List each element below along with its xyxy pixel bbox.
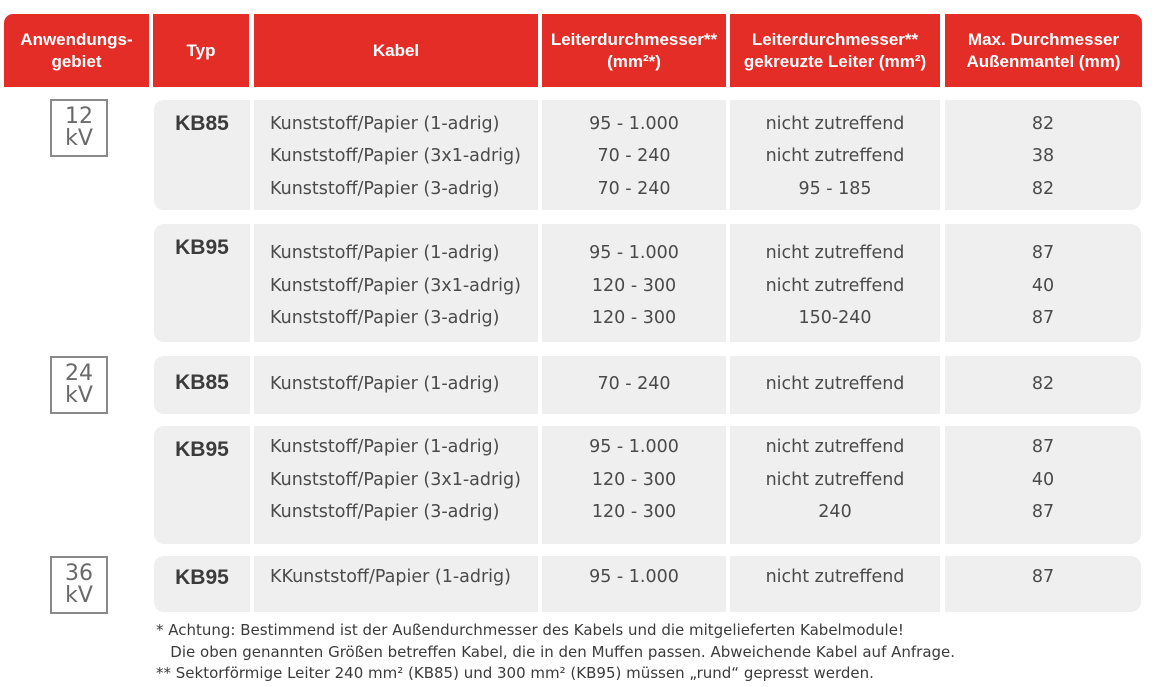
table-header <box>0 14 1156 87</box>
cell-leiterdurchmesser: 120 - 300 <box>591 502 677 522</box>
cell-gekreuzte-leiter: nicht zutreffend <box>765 276 905 296</box>
type-label: KB85 <box>175 371 229 394</box>
cell-leiterdurchmesser: 95 - 1.000 <box>589 243 679 263</box>
header-typ: Typ <box>153 14 249 87</box>
cell-gekreuzte-leiter: nicht zutreffend <box>765 437 905 457</box>
cell-leiterdurchmesser: 120 - 300 <box>591 276 677 296</box>
header-gekreuzte-leiter: Leiterdurchmesser** gekreuzte Leiter (mm²) <box>730 14 940 87</box>
cell-kabel: Kunststoff/Papier (3x1-adrig) <box>270 276 521 296</box>
cell-kabel: Kunststoff/Papier (1-adrig) <box>270 437 500 457</box>
cell-leiterdurchmesser: 95 - 1.000 <box>589 567 679 587</box>
cell-kabel: KKunststoff/Papier (1-adrig) <box>270 567 511 587</box>
cell-leiterdurchmesser: 95 - 1.000 <box>589 114 679 134</box>
header-leiterdurchmesser: Leiterdurchmesser** (mm²*) <box>542 14 726 87</box>
table-row <box>154 140 1141 172</box>
voltage-label-36kv <box>50 556 108 614</box>
footnotes <box>156 620 955 685</box>
voltage-unit: kV <box>65 583 93 608</box>
table-group <box>154 224 1141 342</box>
header-kabel: Kabel <box>254 14 538 87</box>
table-row <box>154 368 1141 400</box>
cell-kabel: Kunststoff/Papier (1-adrig) <box>270 374 500 394</box>
cell-gekreuzte-leiter: nicht zutreffend <box>765 243 905 263</box>
cell-max-durchmesser: 87 <box>1031 308 1055 328</box>
table-row <box>154 431 1141 463</box>
voltage-value: 36 <box>65 561 93 586</box>
table-row <box>154 561 1141 593</box>
cell-max-durchmesser: 38 <box>1031 146 1055 166</box>
cell-gekreuzte-leiter: nicht zutreffend <box>765 567 905 587</box>
cell-max-durchmesser: 87 <box>1031 437 1055 457</box>
type-label: KB85 <box>175 112 229 135</box>
cell-kabel: Kunststoff/Papier (1-adrig) <box>270 243 500 263</box>
voltage-value: 24 <box>65 361 93 386</box>
voltage-value: 12 <box>65 104 93 129</box>
cell-max-durchmesser: 87 <box>1031 502 1055 522</box>
type-label: KB95 <box>175 566 229 589</box>
footnote-1-continued: Die oben genannten Größen betreffen Kabel, die in den Muffen passen. Abweichende Kabel auf Anfrage. <box>156 642 956 661</box>
cell-max-durchmesser: 87 <box>1031 567 1055 587</box>
cell-max-durchmesser: 82 <box>1031 114 1055 134</box>
cell-leiterdurchmesser: 70 - 240 <box>597 374 671 394</box>
table-group <box>154 356 1141 414</box>
cell-gekreuzte-leiter: 150-240 <box>798 308 872 328</box>
type-label: KB95 <box>175 236 229 259</box>
cell-kabel: Kunststoff/Papier (3-adrig) <box>270 179 500 199</box>
voltage-unit: kV <box>65 126 93 151</box>
type-label: KB95 <box>175 438 229 461</box>
footnote-2: ** Sektorförmige Leiter 240 mm² (KB85) und 300 mm² (KB95) müssen „rund“ gepresst werden. <box>156 664 874 682</box>
table-group <box>154 426 1141 544</box>
cell-gekreuzte-leiter: nicht zutreffend <box>765 146 905 166</box>
cell-gekreuzte-leiter: 95 - 185 <box>798 179 872 199</box>
cell-max-durchmesser: 87 <box>1031 243 1055 263</box>
footnote-1: * Achtung: Bestimmend ist der Außendurchmesser des Kabels und die mitgelieferten Kabelmodule! <box>156 621 904 639</box>
cell-gekreuzte-leiter: nicht zutreffend <box>765 374 905 394</box>
cell-max-durchmesser: 82 <box>1031 374 1055 394</box>
table-row <box>154 108 1141 140</box>
table-row <box>154 237 1141 269</box>
voltage-label-24kv <box>50 356 108 414</box>
cell-kabel: Kunststoff/Papier (3x1-adrig) <box>270 470 521 490</box>
table-row <box>154 302 1141 334</box>
cell-gekreuzte-leiter: 240 <box>818 502 852 522</box>
table-row <box>154 464 1141 496</box>
voltage-label-12kv <box>50 99 108 157</box>
header-max-durchmesser: Max. Durchmesser Außenmantel (mm) <box>945 14 1142 87</box>
cell-kabel: Kunststoff/Papier (3-adrig) <box>270 502 500 522</box>
table-row <box>154 496 1141 528</box>
cell-kabel: Kunststoff/Papier (3-adrig) <box>270 308 500 328</box>
cell-gekreuzte-leiter: nicht zutreffend <box>765 114 905 134</box>
table-row <box>154 173 1141 205</box>
table-group <box>154 556 1141 612</box>
cell-leiterdurchmesser: 120 - 300 <box>591 470 677 490</box>
cell-leiterdurchmesser: 70 - 240 <box>597 146 671 166</box>
voltage-unit: kV <box>65 383 93 408</box>
header-anwendungsgebiet: Anwendungs- gebiet <box>4 14 149 87</box>
cell-leiterdurchmesser: 120 - 300 <box>591 308 677 328</box>
cell-leiterdurchmesser: 70 - 240 <box>597 179 671 199</box>
cell-max-durchmesser: 40 <box>1031 276 1055 296</box>
table-group <box>154 100 1141 210</box>
cell-max-durchmesser: 82 <box>1031 179 1055 199</box>
cell-leiterdurchmesser: 95 - 1.000 <box>589 437 679 457</box>
cell-kabel: Kunststoff/Papier (1-adrig) <box>270 114 500 134</box>
table-row <box>154 270 1141 302</box>
cell-max-durchmesser: 40 <box>1031 470 1055 490</box>
cell-kabel: Kunststoff/Papier (3x1-adrig) <box>270 146 521 166</box>
cell-gekreuzte-leiter: nicht zutreffend <box>765 470 905 490</box>
